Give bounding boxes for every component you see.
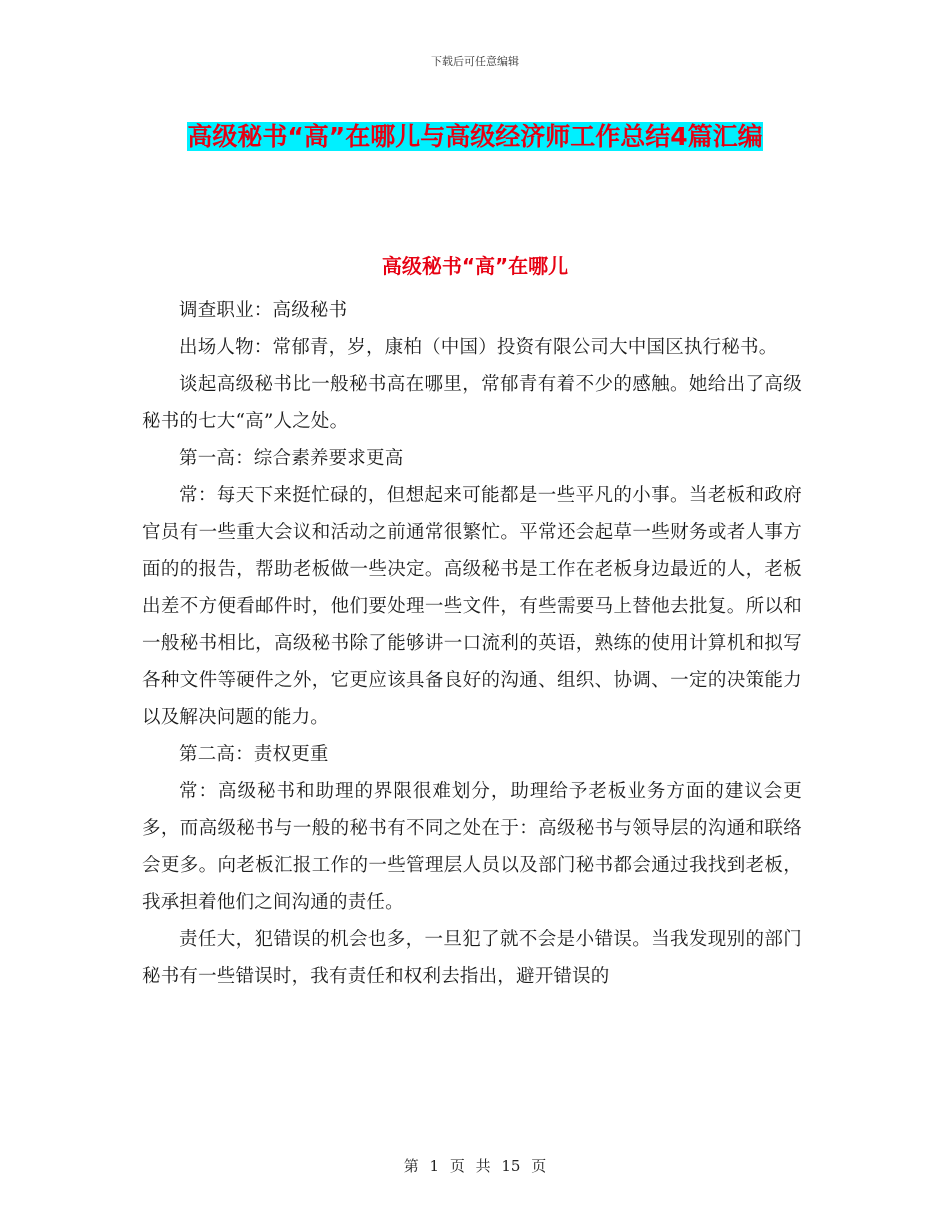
page-footer: 第 1 页 共 15 页 [403, 1157, 547, 1175]
document-title [150, 110, 800, 164]
paragraph: 出场人物：常郁青，岁，康柏（中国）投资有限公司大中国区执行秘书。 [179, 337, 778, 358]
paragraph: 调查职业：高级秘书 [179, 300, 348, 321]
paragraph: 常：高级秘书和助理的界限很难划分，助理给予老板业务方面的建议会更多，而高级秘书与一般的秘书有不同之处在于：高级秘书与领导层的沟通和联络会更多。向老板汇报工作的一些管理层人员以及部门秘书都会通过我找到老板，我承担着他们之间沟通的责任。 [142, 781, 802, 913]
paragraph: 责任大，犯错误的机会也多，一旦犯了就不会是小错误。当我发现别的部门秘书有一些错误时，我有责任和权利去指出，避开错误的 [142, 929, 802, 987]
paragraph: 第一高：综合素养要求更高 [179, 448, 404, 469]
document-body [142, 292, 802, 995]
document-title-text: 高级秘书“高”在哪儿与高级经济师工作总结4篇汇编 [187, 122, 763, 151]
paragraph: 谈起高级秘书比一般秘书高在哪里，常郁青有着不少的感触。她给出了高级秘书的七大“高”人之处。 [142, 374, 802, 432]
page-header-note: 下载后可任意编辑 [431, 55, 519, 68]
paragraph: 第二高：责权更重 [179, 744, 329, 765]
section-title: 高级秘书“高”在哪儿 [381, 254, 569, 278]
paragraph: 常：每天下来挺忙碌的，但想起来可能都是一些平凡的小事。当老板和政府官员有一些重大会议和活动之前通常很繁忙。平常还会起草一些财务或者人事方面的的报告，帮助老板做一些决定。高级秘书是工作在老板身边最近的人，老板出差不方便看邮件时，他们要处理一些文件，有些需要马上替他去批复。所以和一般秘书相比，高级秘书除了能够讲一口流利的英语，熟练的使用计算机和拟写各种文件等硬件之外，它更应该具备良好的沟通、组织、协调、一定的决策能力以及解决问题的能力。 [142, 485, 802, 728]
